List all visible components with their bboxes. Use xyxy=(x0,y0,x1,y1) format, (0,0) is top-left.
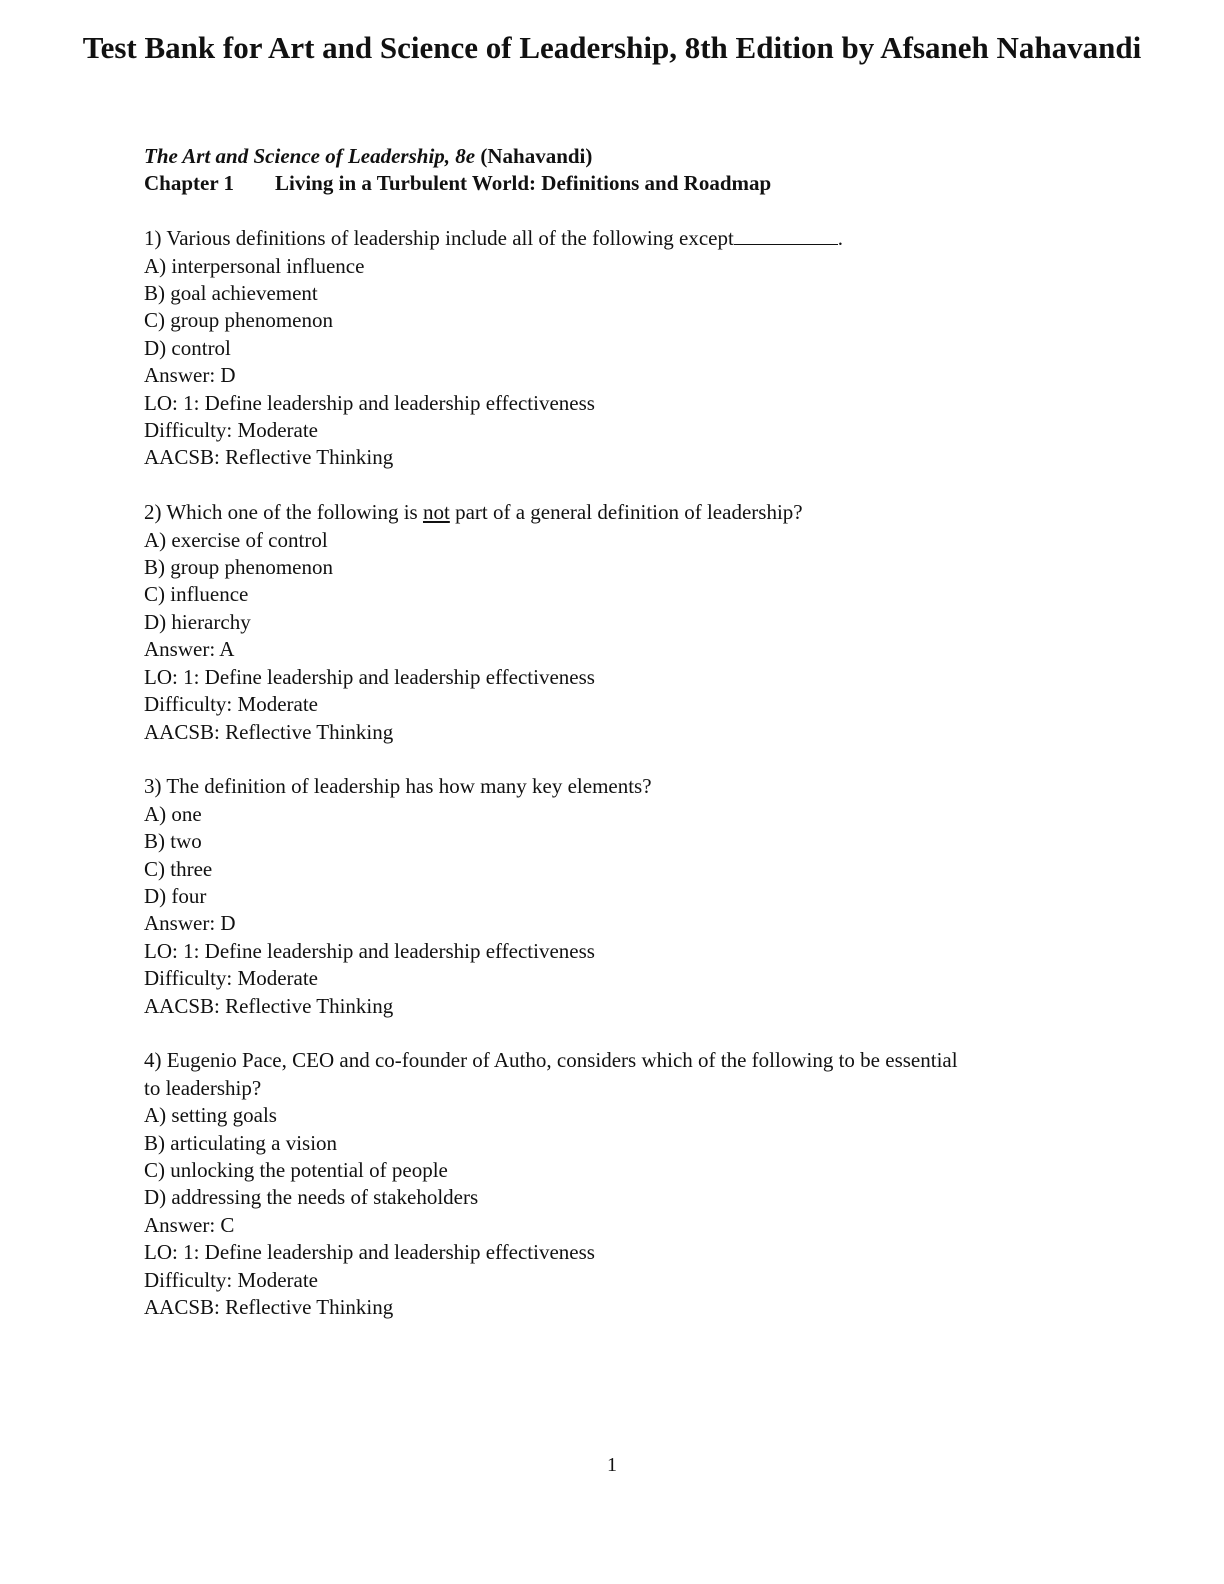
stem-text: 1) Various definitions of leadership include all of the following except xyxy=(144,226,734,251)
option-c: C) group phenomenon xyxy=(144,308,333,333)
banner-title: Test Bank for Art and Science of Leadership, 8th Edition by Afsaneh Nahavandi xyxy=(82,30,1142,65)
difficulty: Difficulty: Moderate xyxy=(144,966,318,991)
document-body xyxy=(144,143,1094,1321)
question-stem: 3) The definition of leadership has how many key elements? xyxy=(144,774,652,799)
learning-objective: LO: 1: Define leadership and leadership effectiveness xyxy=(144,938,595,963)
page-number: 1 xyxy=(607,1454,617,1476)
stem-emphasis: not xyxy=(422,500,450,525)
learning-objective: LO: 1: Define leadership and leadership effectiveness xyxy=(144,664,595,689)
difficulty: Difficulty: Moderate xyxy=(144,692,318,717)
answer: Answer: A xyxy=(144,637,235,662)
option-b: B) goal achievement xyxy=(144,281,318,306)
question-2 xyxy=(144,499,1094,746)
option-b: B) articulating a vision xyxy=(144,1130,338,1155)
question-3 xyxy=(144,773,1094,1020)
option-b: B) group phenomenon xyxy=(144,555,333,580)
answer-blank xyxy=(734,226,838,245)
question-stem-line-1: 4) Eugenio Pace, CEO and co-founder of Autho, considers which of the following to be essential xyxy=(144,1048,958,1073)
chapter-heading xyxy=(144,170,1094,197)
chapter-label: Chapter 1 xyxy=(144,171,235,196)
answer: Answer: D xyxy=(144,363,236,388)
question-4 xyxy=(144,1047,1094,1321)
option-d: D) hierarchy xyxy=(144,609,251,634)
option-a: A) interpersonal influence xyxy=(144,253,365,278)
learning-objective: LO: 1: Define leadership and leadership effectiveness xyxy=(144,390,595,415)
aacsb: AACSB: Reflective Thinking xyxy=(144,993,394,1018)
difficulty: Difficulty: Moderate xyxy=(144,418,318,443)
option-a: A) one xyxy=(144,801,202,826)
chapter-title: Living in a Turbulent World: Definitions and Roadmap xyxy=(275,171,772,196)
aacsb: AACSB: Reflective Thinking xyxy=(144,719,394,744)
option-c: C) three xyxy=(144,856,213,881)
option-a: A) exercise of control xyxy=(144,527,328,552)
option-b: B) two xyxy=(144,829,202,854)
answer: Answer: D xyxy=(144,911,236,936)
stem-text-end: part of a general definition of leadership? xyxy=(449,500,803,525)
option-d: D) four xyxy=(144,883,207,908)
option-c: C) unlocking the potential of people xyxy=(144,1157,448,1182)
aacsb: AACSB: Reflective Thinking xyxy=(144,445,394,470)
option-a: A) setting goals xyxy=(144,1103,277,1128)
option-d: D) addressing the needs of stakeholders xyxy=(144,1185,479,1210)
option-c: C) influence xyxy=(144,582,249,607)
learning-objective: LO: 1: Define leadership and leadership effectiveness xyxy=(144,1240,595,1265)
book-author: (Nahavandi) xyxy=(480,144,593,168)
stem-text-end: . xyxy=(837,226,844,251)
aacsb: AACSB: Reflective Thinking xyxy=(144,1295,394,1319)
question-stem xyxy=(144,225,1094,252)
option-d: D) control xyxy=(144,335,231,360)
answer: Answer: C xyxy=(144,1212,235,1237)
question-stem-line-2: to leadership? xyxy=(144,1075,262,1100)
book-title: The Art and Science of Leadership, 8e xyxy=(144,144,476,168)
book-heading xyxy=(144,143,1094,170)
stem-text: 2) Which one of the following is xyxy=(144,500,423,525)
difficulty: Difficulty: Moderate xyxy=(144,1267,318,1292)
question-1 xyxy=(144,225,1094,472)
question-stem xyxy=(144,499,1094,526)
